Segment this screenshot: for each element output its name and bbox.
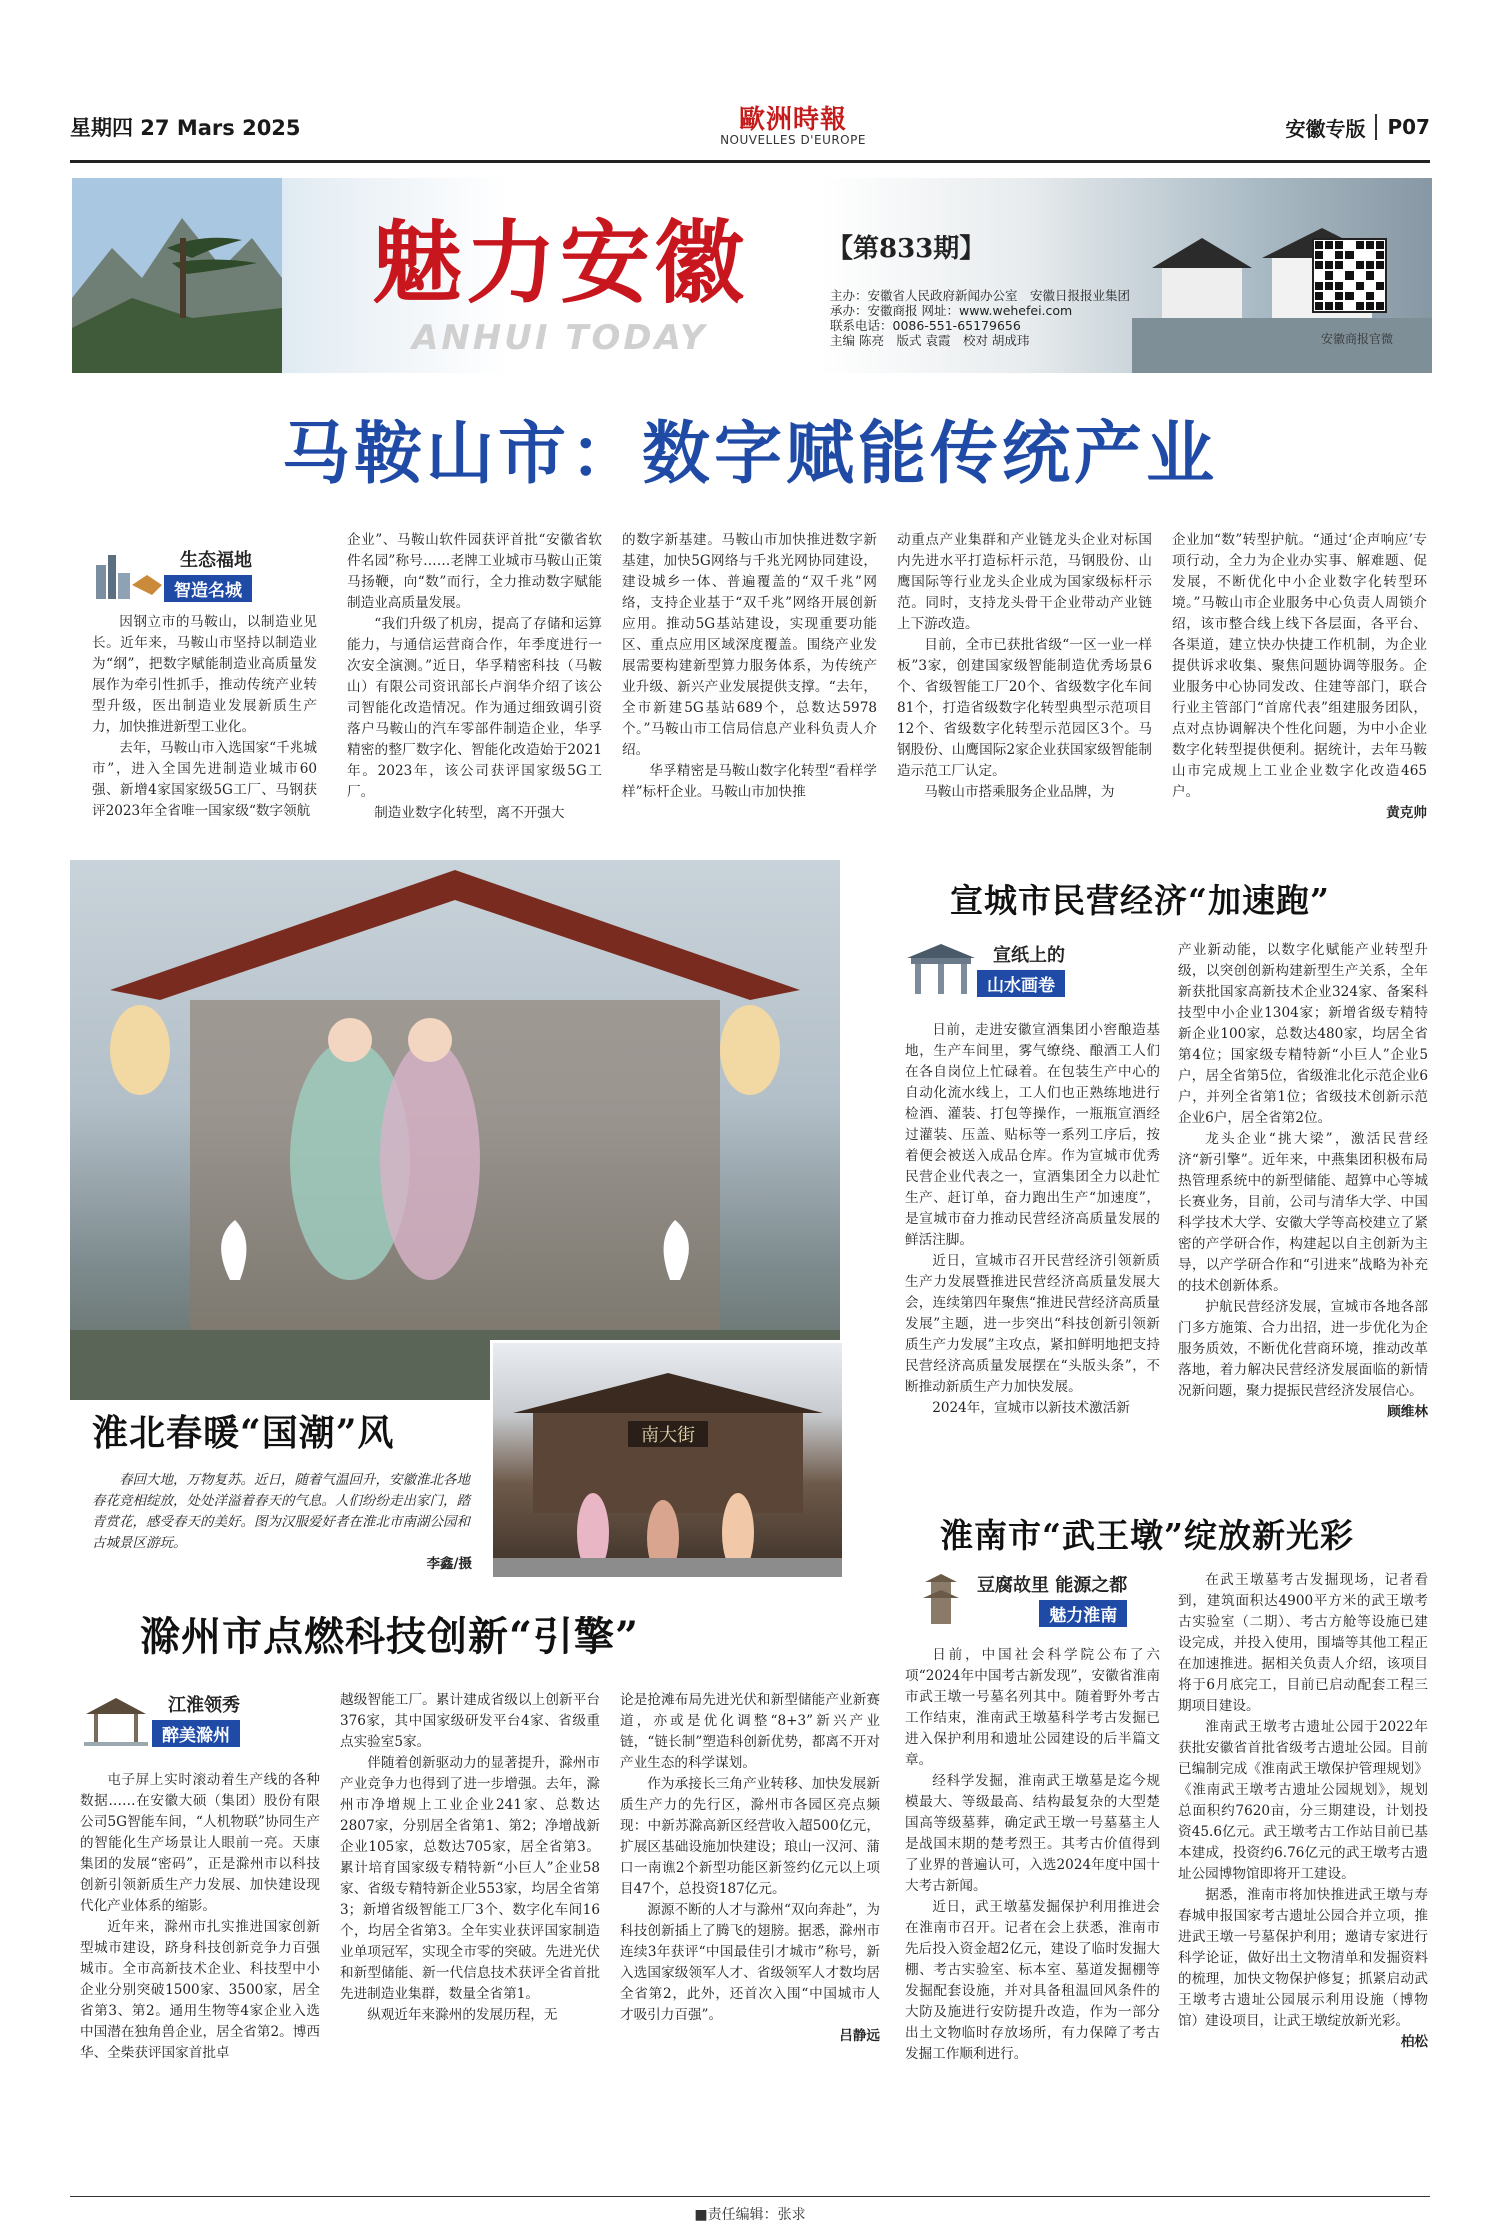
paragraph: 纵观近年来滁州的发展历程，无 (367, 2007, 558, 2023)
xuancheng-title: 宣城市民营经济“加速跑” (950, 881, 1330, 920)
byline: 黄克帅 (1386, 805, 1427, 821)
chuzhou-tag (80, 1690, 240, 1748)
street-illustration (493, 1343, 842, 1577)
main-headline: 马鞍山市：数字赋能传统产业 (281, 415, 1218, 494)
qr-code[interactable] (1312, 238, 1387, 313)
mountain-pine-image (72, 178, 282, 373)
chuzhou-column-2 (340, 1690, 600, 2026)
paragraph: 企业”、马鞍山软件园获评首批“安徽省软件名园”称号……老牌工业城市马鞍山正策马扬鞭，向“数”而行，全力推动数字赋能制造业高质量发展。 (347, 532, 602, 611)
banner-title: 魅力安徽 (372, 210, 748, 316)
tag-bottom: 醉美滁州 (152, 1720, 240, 1747)
huaibei-title: 淮北春暖“国潮”风 (92, 1412, 395, 1454)
paragraph: 在武王墩墓考古发掘现场，记者看到，建筑面积达4900平方米的武王墩考古实验室（二期）、考古方舱等设施已建设完成，并投入使用，围墙等其他工程正在加速推进。据相关负责人介绍，该项目将于6月底完工，目前已启动配套工程三期项目建设。 (1178, 1572, 1428, 1714)
xuancheng-column-1 (905, 1020, 1160, 1419)
paragraph: 2024年，宣城市以新技术激活新 (932, 1400, 1130, 1416)
column-banner (72, 178, 1432, 373)
byline: 柏松 (1400, 2034, 1428, 2050)
paragraph: 产业新动能，以数字化赋能产业转型升级，以突创创新构建新型生产关系，全年新获批国家高新技术企业324家、备案科技型中小企业1304家；新增省级专精特新企业100家，总数达480家，均居全省第4位；国家级专精特新“小巨人”企业5户，居全省第5位，省级淮北化示范企业6户，并列全省第1位；省级技术创新示范企业6户，居全省第2位。 (1178, 942, 1428, 1126)
issue-date: 星期四 27 Mars 2025 (70, 116, 301, 140)
nandajie-street-photo (490, 1340, 845, 1580)
paragraph: 近年来，滁州市扎实推进国家创新型城市建设，跻身科技创新竞争力百强城市。全市高新技术企业、科技型中小企业分别突破1500家、3500家，居全省第3、第2。通用生物等4家企业入选中国潜在独角兽企业，居全省第2。博西华、全柴获评国家首批卓 (80, 1919, 320, 2061)
paragraph: 龙头企业“挑大梁”，激活民营经济“新引擎”。近年来，中燕集团积极布局热管理系统中的新型储能、超算中心等城长赛业务，目前，公司与清华大学、中国科学技术大学、安徽大学等高校建立了紧密的产学研合作，构建起以自主创新为主导，以产学研合作和“引进来”战略为补充的技术创新体系。 (1178, 1131, 1428, 1294)
section-name: 安徽专版 (1285, 116, 1366, 141)
credit-line: 联系电话：0086-551-65179656 (830, 318, 1021, 333)
chuzhou-title: 滁州市点燃科技创新“引擎” (140, 1613, 640, 1660)
paragraph: 企业加“数”转型护航。“通过‘企声响应’专项行动，全力为企业办实事、解难题、促发展，不断优化中小企业数字化转型环境。”马鞍山市企业服务中心负责人周锁介绍，该市整合线上线下各层面，各平台、各渠道，建立快办快捷工作机制，为企业提供诉求收集、聚焦问题协调等服务。企业服务中心协同发改、住建等部门，联合行业主管部门“首席代表”组建服务团队，点对点协调解决个性化问题，为中小企业数字化转型提供便利。据统计，去年马鞍山市完成规上工业企业数字化改造465户。 (1172, 532, 1427, 800)
qr-caption: 安徽商报官微 (1320, 332, 1393, 346)
skyline-icon (92, 545, 164, 603)
pavilion-icon (80, 1690, 152, 1748)
tag-top: 生态福地 (180, 550, 252, 571)
paragraph: 的数字新基建。马鞍山市加快推进数字新基建，加快5G网络与千兆光网协同建设，建设城乡一体、普遍覆盖的“双千兆”网络，支持企业基于“双千兆”网络开展创新应用。推动5G基站建设，实现重要功能区、重点应用区域深度覆盖。围绕产业发展需要构建新型算力服务体系，为传统产业升级、新兴产业发展提供支撑。“去年，全市新建5G基站689个，总数达5978个。”马鞍山市工信局信息产业科负责人介绍。 (622, 532, 877, 758)
paragraph: 屯子屏上实时滚动着生产线的各种数据……在安徽大硕（集团）股份有限公司5G智能车间，“人机物联”协同生产的智能化生产场景让人眼前一亮。天康集团的发展“密码”，正是滁州市以科技创新引领新质生产力发展、加快建设现代化产业体系的缩影。 (80, 1772, 320, 1914)
logo-chinese: 歐洲時報 (739, 105, 848, 136)
hanfu-pavilion-photo (70, 860, 840, 1400)
paragraph: 作为承接长三角产业转移、加快发展新质生产力的先行区，滁州市各园区亮点频现：中新苏滁高新区经营收入超500亿元，扩展区基础设施加快建设；琅山一汉河、蒲口一南谯2个新型功能区新签约亿元以上项目47个，总投资187亿元。 (620, 1776, 880, 1897)
paragraph: 近日，武王墩墓发掘保护利用推进会在淮南市召开。记者在会上获悉，淮南市先后投入资金超2亿元，建设了临时发掘大棚、考古实验室、标本室、墓道发掘棚等发掘配套设施，并对具备租温回风条件的大防及施进行安防提升改造，作为一部分出土文物临时存放场所，有力保障了考古发掘工作顺利进行。 (905, 1899, 1160, 2062)
page-number: P07 (1387, 115, 1430, 139)
pavilion-illustration (70, 860, 840, 1400)
issue-number: 【第833期】 (827, 234, 986, 264)
huaibei-caption (92, 1470, 472, 1575)
paragraph: 论是抢滩布局先进光伏和新型储能产业新赛道，亦或是优化调整“8+3”新兴产业链，“链长制”塑造科创新优势，都离不开对产业生态的科学谋划。 (620, 1692, 880, 1771)
section-page (1285, 113, 1430, 142)
banner-subtitle: ANHUI TODAY (412, 318, 708, 358)
newspaper-logo (720, 107, 866, 147)
credit-line: 主编 陈亮 版式 袁霞 校对 胡成玮 (830, 333, 1030, 348)
paragraph: 据悉，淮南市将加快推进武王墩与寿春城申报国家考古遗址公园合并立项，推进武王墩一号墓保护利用；邀请专家进行科学论证，做好出土文物清单和发掘资料的梳理，加快文物保护修复；抓紧启动武王墩考古遗址公园展示利用设施（博物馆）建设项目，让武王墩绽放新光彩。 (1178, 1887, 1428, 2029)
tag-bottom: 魅力淮南 (1039, 1600, 1127, 1627)
paragraph: 伴随着创新驱动力的显著提升，滁州市产业竞争力也得到了进一步增强。去年，滁州市净增规上工业企业241家、总数达2807家，分别居全省第1、第2；净增战新企业105家，总数达705家，居全省第3。累计培育国家级专精特新“小巨人”企业58家、省级专精特新企业553家，均居全省第3；新增省级智能工厂3个、数字化车间16个，均居全省第3。全年实业获评国家制造业单项冠军，实现全市零的突破。先进光伏和新型储能、新一代信息技术获评全省首批先进制造业集群，数量全省第1。 (340, 1755, 600, 2002)
shop-sign: 南大街 (641, 1425, 695, 1446)
paragraph: 马鞍山市搭乘服务企业品牌，为 (924, 784, 1115, 800)
paragraph: 因钢立市的马鞍山，以制造业见长。近年来，马鞍山市坚持以制造业为“纲”，把数字赋能制造业高质量发展作为牵引性抓手，推动传统产业转型升级，医出制造业发展新质生产力，加快推进新型工业化。 (92, 614, 317, 735)
byline: 吕静远 (839, 2028, 880, 2044)
paragraph: “我们升级了机房，提高了存储和运算能力，与通信运营商合作，年季度进行一次安全演测。”近日，华孚精密科技（马鞍山）有限公司资讯部长卢润华介绍了该公司智能化改造情况。作为通过细致调引资落户马鞍山的汽车零部件制造企业，华孚精密的整厂数字化、智能化改造始于2021年。2023年，该公司获评国家级5G工厂。 (347, 616, 602, 800)
archway-icon (905, 940, 977, 998)
tag-top: 宣纸上的 (993, 945, 1065, 966)
tag-bottom: 智造名城 (164, 575, 252, 602)
maanshan-column-5 (1172, 530, 1427, 824)
divider (1375, 114, 1377, 140)
huainan-title: 淮南市“武王墩”绽放新光彩 (940, 1516, 1354, 1555)
paragraph: 护航民营经济发展，宣城市各地各部门多方施策、合力出招，进一步优化为企服务质效，不断优化营商环境，推动改革落地，着力解决民营经济发展面临的新情况新问题，聚力提振民营经济发展信心。 (1178, 1299, 1428, 1399)
page-footer: ■责任编辑：张求 (694, 2207, 806, 2223)
maanshan-column-2 (347, 530, 602, 824)
pagoda-icon (905, 1570, 977, 1628)
header-rule (70, 160, 1430, 163)
page-header (70, 105, 1430, 148)
paragraph: 制造业数字化转型，离不开强大 (374, 805, 565, 821)
paragraph: 越级智能工厂。累计建成省级以上创新平台376家，其中国家级研发平台4家、省级重点实验室5家。 (340, 1692, 600, 1750)
huainan-column-1 (905, 1645, 1160, 2065)
photo-byline: 李鑫/摄 (426, 1556, 472, 1572)
huainan-tag (905, 1570, 1127, 1628)
tag-top: 江淮领秀 (168, 1695, 240, 1716)
chuzhou-column-1 (80, 1770, 320, 2064)
paragraph: 目前，全市已获批省级“一区一业一样板”3家，创建国家级智能制造优秀场景6个、省级智能工厂20个、省级数字化车间81个，打造省级数字化转型典型示范项目12个、省级数字化转型示范园区3个。马钢股份、山鹰国际2家企业获国家级智能制造示范工厂认定。 (897, 637, 1152, 779)
byline: 顾维林 (1387, 1404, 1428, 1420)
tag-bottom: 山水画卷 (977, 970, 1065, 997)
caption-text: 春回大地，万物复苏。近日，随着气温回升，安徽淮北各地春花竞相绽放，处处洋溢着春天的气息。人们纷纷走出家门，踏青赏花，感受春天的美好。图为汉服爱好者在淮北市南湖公园和古城景区游玩。 (92, 1472, 470, 1551)
paragraph: 去年，马鞍山市入选国家“千兆城市”，进入全国先进制造业城市60强、新增4家国家级5G工厂、马钢获评2023年全省唯一国家级“数字领航 (92, 740, 317, 819)
xuancheng-tag (905, 940, 1065, 998)
paragraph: 经科学发掘，淮南武王墩墓是迄今规模最大、等级最高、结构最复杂的大型楚国高等级墓葬，确定武王墩一号墓墓主人是战国末期的楚考烈王。其考古价值得到了业界的普遍认可，入选2024年度中国十大考古新闻。 (905, 1773, 1160, 1894)
credit-line: 承办：安徽商报 网址：www.wehefei.com (830, 303, 1073, 318)
chuzhou-column-3 (620, 1690, 880, 2047)
maanshan-column-3 (622, 530, 877, 803)
paragraph: 华孚精密是马鞍山数字化转型“看样学样”标杆企业。马鞍山市加快推 (622, 763, 877, 800)
xuancheng-column-2 (1178, 940, 1428, 1423)
maanshan-column-4 (897, 530, 1152, 803)
credit-line: 主办：安徽省人民政府新闻办公室 安徽日报报业集团 (830, 288, 1131, 303)
paragraph: 日前，中国社会科学院公布了六项“2024年中国考古新发现”，安徽省淮南市武王墩一号墓名列其中。随着野外考古工作结束，淮南武王墩墓科学考古发掘已进入保护利用和遗址公园建设的后半篇文章。 (905, 1647, 1160, 1768)
tag-top: 豆腐故里 能源之都 (977, 1575, 1128, 1596)
paragraph: 动重点产业集群和产业链龙头企业对标国内先进水平打造标杆示范，马钢股份、山鹰国际等行业龙头企业成为国家级标杆示范。同时，支持龙头骨干企业带动产业链上下游改造。 (897, 532, 1152, 632)
maanshan-column-1 (92, 612, 317, 822)
paragraph: 近日，宣城市召开民营经济引领新质生产力发展暨推进民营经济高质量发展大会，连续第四年聚焦“推进民营经济高质量发展”主题，进一步突出“科技创新引领新质生产力发展”主攻点，紧扣鲜明地把支持民营经济高质量发展摆在“头版头条”，不断推动新质生产力加快发展。 (905, 1253, 1160, 1395)
paragraph: 源源不断的人才与滁州“双向奔赴”，为科技创新插上了腾飞的翅膀。据悉，滁州市连续3年获评“中国最佳引才城市”称号，新入选国家级领军人才、省级领军人才数均居全省第2，此外，还首次入围“中国城市人才吸引力百强”。 (620, 1902, 880, 2023)
paragraph: 淮南武王墩考古遗址公园于2022年获批安徽省首批省级考古遗址公园。目前已编制完成《淮南武王墩保护管理规划》《淮南武王墩考古遗址公园规划》，规划总面积约7620亩，分三期建设，计划投资45.6亿元。武王墩考古工作站目前已基本建成，投资约6.76亿元的武王墩考古遗址公园博物馆即将开工建设。 (1178, 1719, 1428, 1882)
huainan-column-2 (1178, 1570, 1428, 2053)
logo-french: NOUVELLES D'EUROPE (720, 133, 866, 148)
paragraph: 日前，走进安徽宣酒集团小窖酿造基地，生产车间里，雾气缭绕、酿酒工人们在各自岗位上忙碌着。在包装生产中心的自动化流水线上，工人们也正熟练地进行检酒、灌装、打包等操作，一瓶瓶宣酒经过灌装、压盖、贴标等一系列工序后，按着便会被送入成品仓库。作为宣城市优秀民营企业代表之一，宣酒集团全力以赴忙生产、赶订单，奋力跑出生产“加速度”，是宣城市奋力推动民营经济高质量发展的鲜活注脚。 (905, 1022, 1160, 1248)
maanshan-tag (92, 545, 252, 603)
footer-rule (70, 2196, 1430, 2197)
